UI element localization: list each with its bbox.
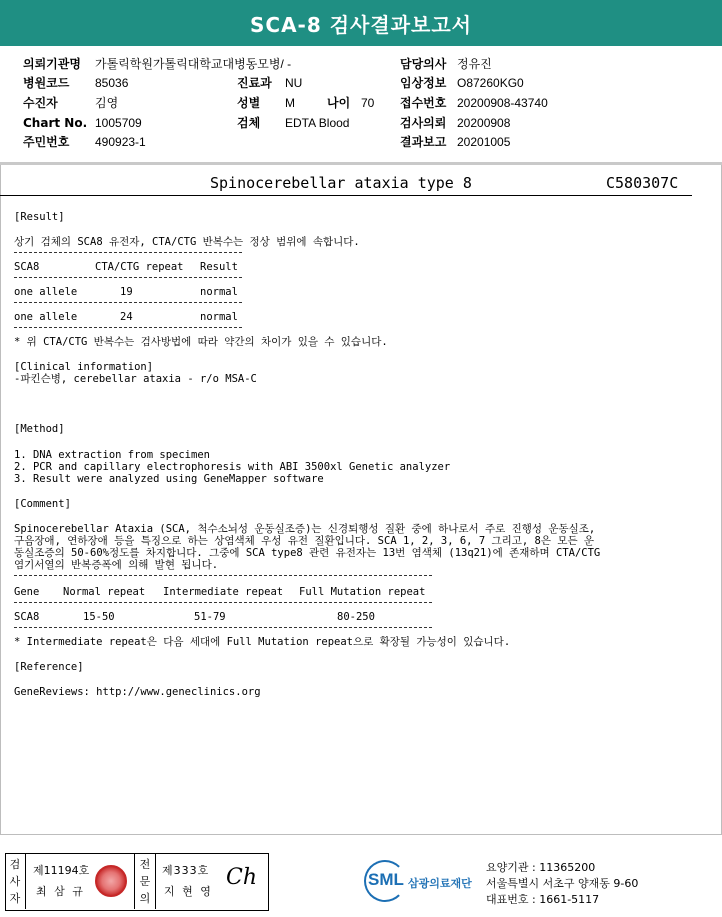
result-heading: [Result] [14,211,65,223]
clinical-heading: [Clinical information] [14,361,154,373]
reference-text: GeneReviews: http://www.geneclinics.org [14,686,261,698]
org-name: 삼광의료재단 [408,877,472,890]
frame-left [0,165,1,835]
comment-col-normal: Normal repeat [63,586,146,598]
sex-label: 성별 [237,96,261,110]
comment-row-gene: SCA8 [14,611,40,623]
report-title-banner [0,0,722,46]
report-title: SCA-8 검사결과보고서 [250,12,472,37]
collector-value: 김영 [95,96,119,110]
institution-label: 의뢰기관명 [23,57,81,71]
request-date-value: 20200908 [457,116,511,130]
comment-line-1: Spinocerebellar Ataxia (SCA, 척수소뇌성 운동실조증)는 신경퇴행성 질환 중에 하나로서 주로 진행성 운동실조, [14,523,596,535]
sex-value: M [285,96,295,110]
result-row2-result: normal [200,311,238,323]
org-phone: 대표번호 : 1661-5117 [486,893,600,906]
age-label: 나이 [327,96,351,110]
institution-value: 가톨릭학원가톨릭대학교대병동모병/ - [95,57,292,71]
reference-heading: [Reference] [14,661,84,673]
result-table-rule-bottom [14,327,242,328]
resident-no-value: 490923-1 [95,135,146,149]
comment-col-intermediate: Intermediate repeat [163,586,284,598]
receipt-no-value: 20200908-43740 [457,96,548,110]
clinical-info-label: 임상정보 [400,76,447,90]
comment-col-full: Full Mutation repeat [299,586,426,598]
result-table-rule-top [14,252,242,253]
clinical-info-value: O87260KG0 [457,76,524,90]
examiner-label: 검사자 [9,858,21,905]
examiner-stamp [95,865,127,897]
comment-heading: [Comment] [14,498,71,510]
specimen-value: EDTA Blood [285,116,350,130]
method-heading: [Method] [14,423,65,435]
method-item-2: 2. PCR and capillary electrophoresis with ABI 3500xl Genetic analyzer [14,461,451,473]
report-date-label: 결과보고 [400,135,447,149]
specialist-name: 지 현 영 [164,885,213,898]
specialist-label: 전문의 [139,858,151,905]
result-row2-allele: one allele [14,311,78,323]
comment-line-3: 동실조증의 50-60%정도를 차지합니다. 그중에 SCA type8 관련 유전자는 13번 염색체 (13q21)에 존재하며 CTA/CTG [14,547,601,559]
request-date-label: 검사의뢰 [400,116,447,130]
test-title: Spinocerebellar ataxia type 8 [210,174,472,192]
resident-no-label: 주민번호 [23,135,70,149]
result-summary: 상기 검체의 SCA8 유전자, CTA/CTG 반복수는 정상 범위에 속합니다. [14,236,360,248]
comment-row-full: 80-250 [337,611,375,623]
comment-col-gene: Gene [14,586,40,598]
result-col-gene: SCA8 [14,261,40,273]
specimen-label: 검체 [237,116,261,130]
method-item-3: 3. Result were analyzed using GeneMapper software [14,473,324,485]
result-row1-repeat: 19 [120,286,133,298]
logo-text: SML [368,870,404,889]
department-value: NU [285,76,303,90]
org-code: 요양기관 : 11365200 [486,861,596,874]
receipt-no-label: 접수번호 [400,96,447,110]
patient-info [0,50,722,162]
specialist-signature: Ch [226,865,258,890]
chart-no-value: 1005709 [95,116,142,130]
result-row2-repeat: 24 [120,311,133,323]
examiner-no: 제11194호 [33,864,90,877]
frame-bottom [0,834,722,835]
comment-table-rule-mid [14,602,432,603]
specialist-no: 제333호 [162,864,210,877]
title-rule [0,195,692,196]
hospital-code-label: 병원코드 [23,76,70,90]
collector-label: 수진자 [23,96,58,110]
comment-row-intermediate: 51-79 [194,611,226,623]
physician-value: 정유진 [457,57,492,71]
result-col-result: Result [200,261,238,273]
age-value: 70 [361,96,375,110]
comment-note: * Intermediate repeat은 다음 세대에 Full Mutation repeat으로 확장될 가능성이 있습니다. [14,636,511,648]
result-table-rule-row [14,302,242,303]
physician-label: 담당의사 [400,57,447,71]
comment-row-normal: 15-50 [83,611,115,623]
examiner-name: 최 삼 규 [36,885,85,898]
header-divider [0,162,722,165]
org-address: 서울특별시 서초구 양재동 9-60 [486,877,639,890]
department-label: 진료과 [237,76,272,90]
chart-no-label: Chart No. [23,116,88,130]
result-row1-allele: one allele [14,286,78,298]
comment-line-2: 구음장애, 연하장애 등을 특징으로 하는 상염색체 우성 유전 질환입니다. SCA 1, 2, 3, 6, 7 그리고, 8은 모든 운 [14,535,595,547]
test-code: C580307C [606,174,679,192]
hospital-code-value: 85036 [95,76,129,90]
method-item-1: 1. DNA extraction from specimen [14,449,210,461]
report-date-value: 20201005 [457,135,511,149]
result-row1-result: normal [200,286,238,298]
comment-table-rule-bottom [14,627,432,628]
result-note: * 위 CTA/CTG 반복수는 검사방법에 따라 약간의 차이가 있을 수 있습니다. [14,336,388,348]
clinical-text: -파킨슨병, cerebellar ataxia - r/o MSA-C [14,373,257,385]
comment-table-rule-top [14,575,432,576]
comment-line-4: 염기서열의 반복증폭에 의해 발현 됩니다. [14,559,219,571]
result-col-repeat: CTA/CTG repeat [95,261,184,273]
footer [0,846,722,917]
result-table-rule-mid [14,277,242,278]
